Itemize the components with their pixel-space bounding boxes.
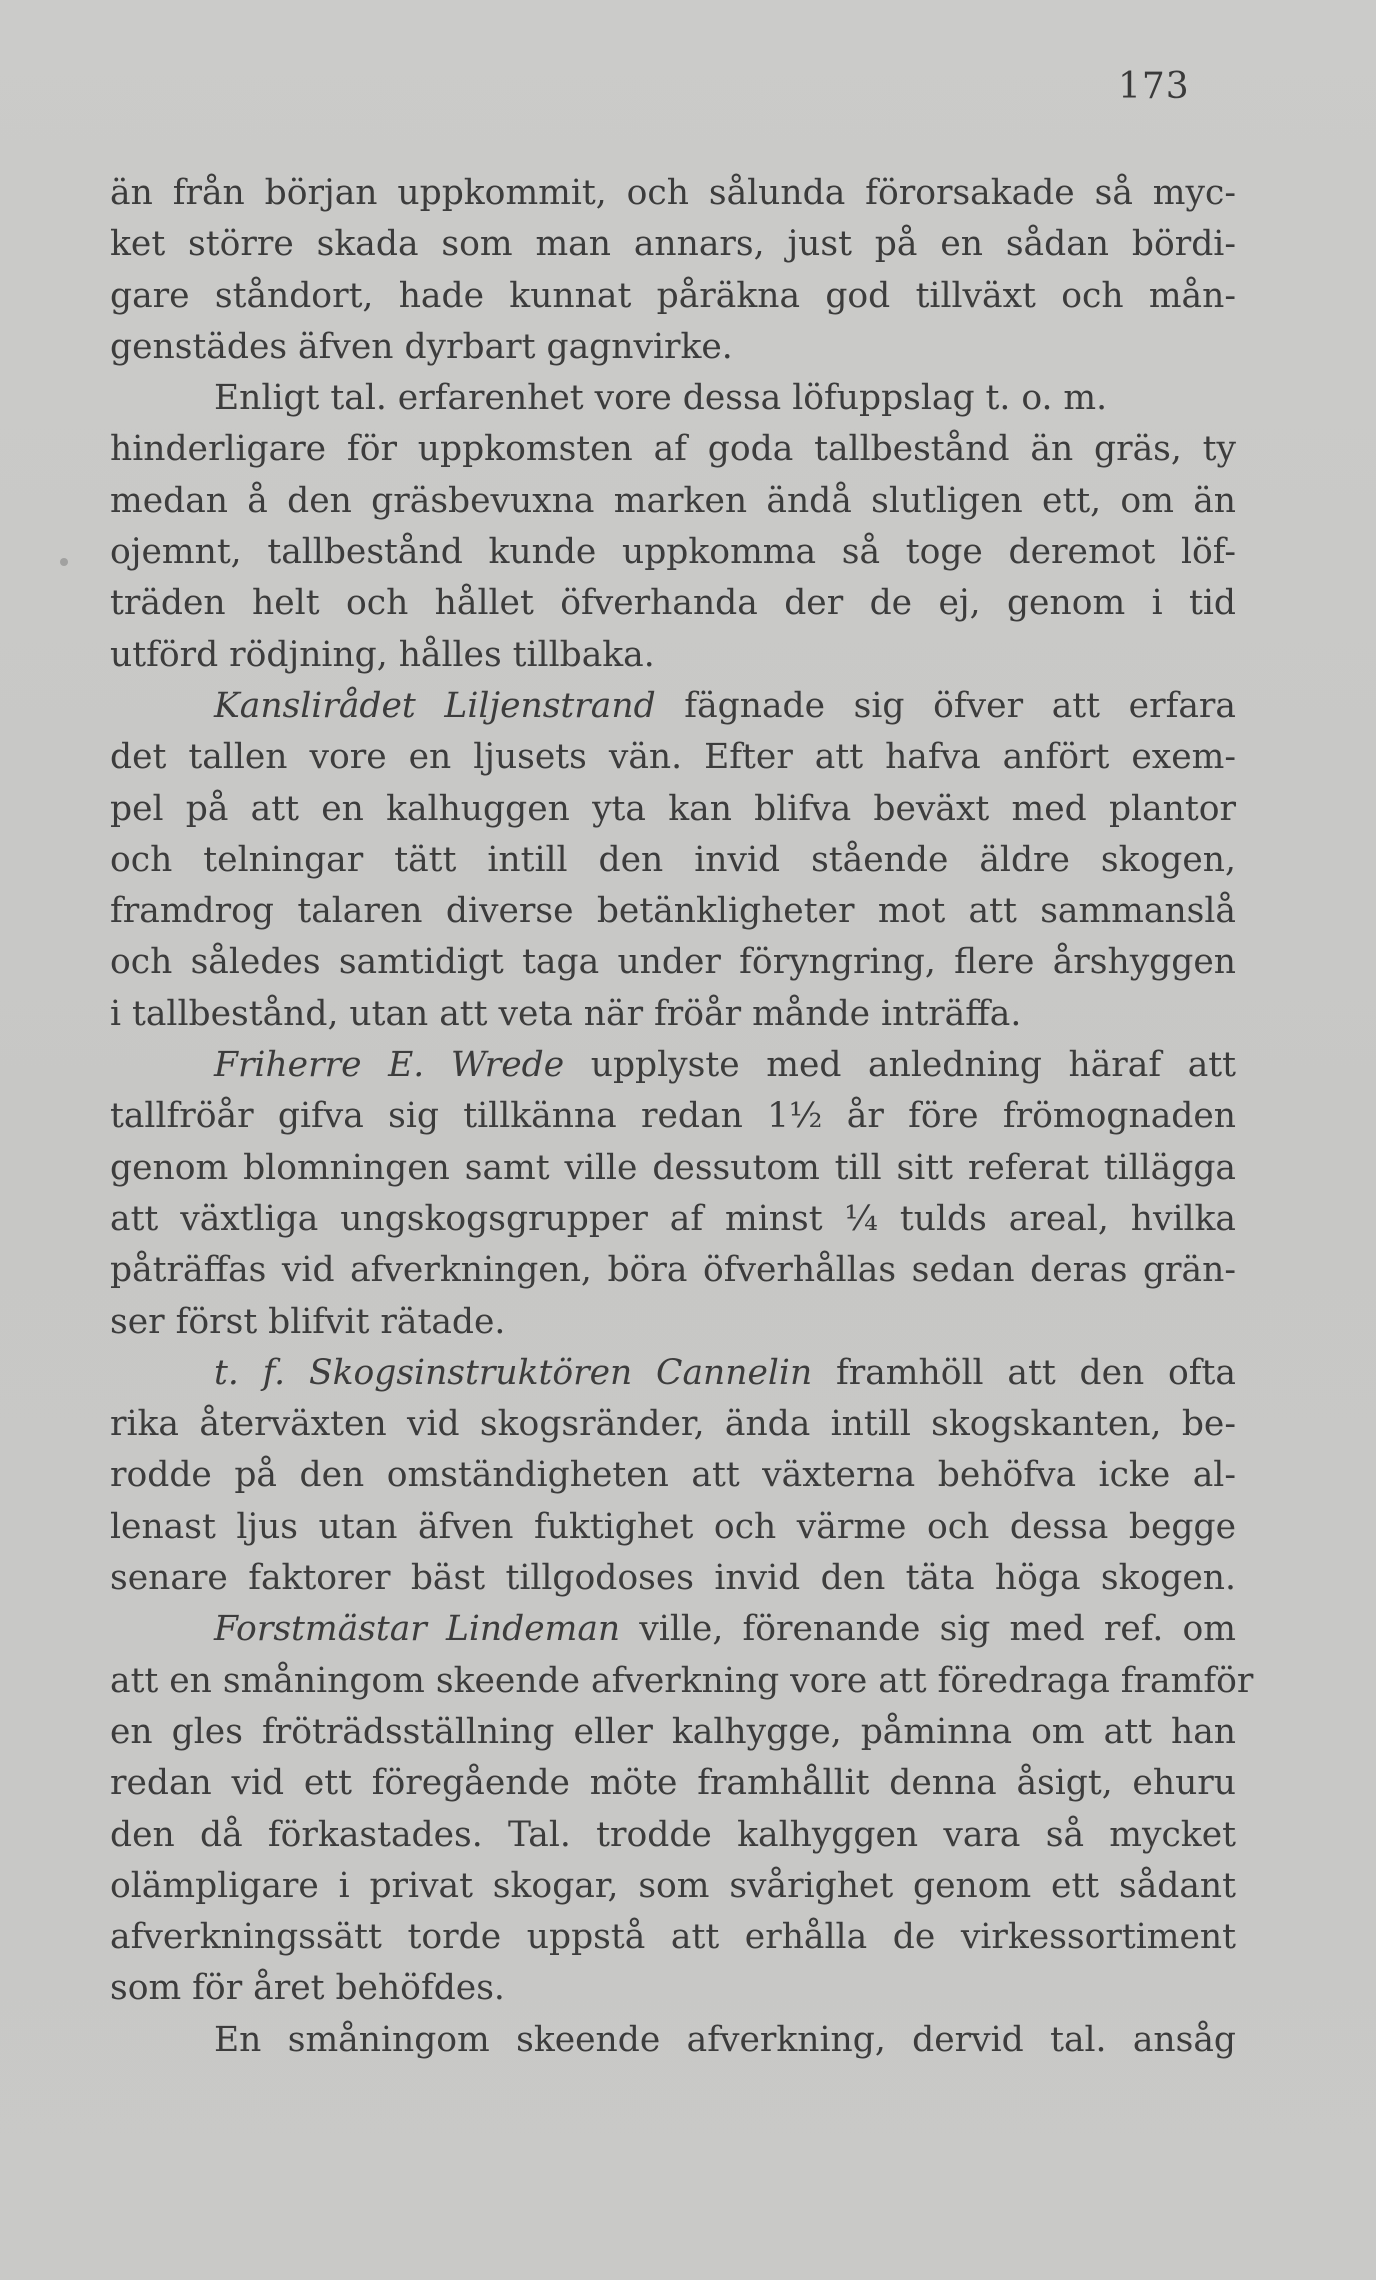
line-text: att en småningom skeende afverkning vore att föredraga framför [110, 1660, 1254, 1701]
text-line [110, 1194, 1236, 1245]
line-text: den då förkastades. Tal. trodde kalhyggen vara så mycket [110, 1814, 1236, 1855]
text-line [110, 2015, 1236, 2066]
text-line [110, 1656, 1254, 1707]
text-line [110, 168, 1236, 219]
text-line [110, 1912, 1236, 1963]
text-line [110, 630, 1236, 681]
line-text: senare faktorer bäst tillgodoses invid den täta höga skogen. [110, 1558, 1236, 1599]
text-line [110, 1810, 1236, 1861]
speaker-name: Kanslirådet Liljenstrand [214, 685, 656, 726]
text-line [110, 732, 1236, 783]
line-text: genstädes äfven dyrbart gagnvirke. [110, 326, 733, 367]
line-text: än från början uppkommit, och sålunda förorsakade så myc- [110, 173, 1236, 213]
line-text: framdrog talaren diverse betänkligheter mot att sammanslå [110, 891, 1236, 932]
text-line [110, 886, 1236, 937]
line-text: påträffas vid afverkningen, böra öfverhållas sedan deras grän- [110, 1250, 1236, 1291]
line-text: det tallen vore en ljusets vän. Efter att hafva anfört exem- [110, 737, 1236, 778]
speaker-name: Friherre E. Wrede [214, 1045, 565, 1086]
line-text: medan å den gräsbevuxna marken ändå slutligen ett, om än [110, 480, 1236, 521]
line-text: i tallbestånd, utan att veta när fröår månde inträffa. [110, 993, 1022, 1034]
line-text: redan vid ett föregående möte framhållit denna åsigt, ehuru [110, 1763, 1236, 1804]
line-text: som för året behöfdes. [110, 1968, 505, 2009]
text-line [110, 1143, 1236, 1194]
line-text: pel på att en kalhuggen yta kan blifva beväxt med plantor [110, 788, 1236, 829]
line-text: tallfröår gifva sig tillkänna redan 1½ år före frömognaden [110, 1096, 1236, 1137]
line-text: en gles fröträdsställning eller kalhygge, påminna om att han [110, 1711, 1236, 1752]
line-text: träden helt och hållet öfverhanda der de ej, genom i tid [110, 583, 1236, 624]
text-line [110, 1091, 1236, 1142]
text-line [110, 835, 1236, 886]
line-text: gare ståndort, hade kunnat påräkna god tillväxt och mån- [110, 275, 1236, 316]
text-line [110, 1502, 1236, 1553]
line-text: ser först blifvit rätade. [110, 1301, 506, 1342]
text-line [110, 219, 1236, 270]
line-text: olämpligare i privat skogar, som svårighet genom ett sådant [110, 1865, 1236, 1906]
line-text: En småningom skeende afverkning, dervid tal. ansåg [214, 2019, 1236, 2060]
line-text: ket större skada som man annars, just på en sådan bördi- [110, 224, 1236, 265]
text-line [110, 1963, 1236, 2014]
line-text: afverkningssätt torde uppstå att erhålla de virkessortiment [110, 1917, 1236, 1958]
body-text [110, 168, 1254, 2066]
text-line [110, 271, 1236, 322]
text-line [110, 424, 1236, 475]
text-line [110, 578, 1236, 629]
text-line [110, 1399, 1236, 1450]
text-line [110, 1297, 1236, 1348]
line-text: rika återväxten vid skogsränder, ända intill skogskanten, be- [110, 1404, 1236, 1445]
text-line [110, 1553, 1236, 1604]
line-text: rodde på den omständigheten att växterna behöfva icke al- [110, 1455, 1236, 1496]
line-text: ville, förenande sig med ref. om [620, 1609, 1236, 1650]
text-line [110, 681, 1236, 732]
line-text: genom blomningen samt ville dessutom till sitt referat tillägga [110, 1147, 1236, 1188]
ink-smudge [60, 558, 68, 566]
text-line [110, 1758, 1236, 1809]
line-text: upplyste med anledning häraf att [564, 1045, 1237, 1086]
line-text: framhöll att den ofta [812, 1352, 1236, 1393]
text-line [110, 1450, 1236, 1501]
line-text: och således samtidigt taga under föryngring, flere årshyggen [110, 942, 1236, 983]
line-text: fägnade sig öfver att erfara [655, 685, 1236, 726]
text-line [110, 476, 1236, 527]
line-text: utförd rödjning, hålles tillbaka. [110, 634, 655, 675]
text-line [110, 1040, 1236, 1091]
page-number: 173 [1118, 66, 1190, 107]
text-line [110, 1348, 1236, 1399]
text-line [110, 1861, 1236, 1912]
line-text: och telningar tätt intill den invid stående äldre skogen, [110, 839, 1236, 880]
text-line [110, 1245, 1236, 1296]
text-line [110, 937, 1236, 988]
line-text: lenast ljus utan äfven fuktighet och värme och dessa begge [110, 1506, 1236, 1547]
line-text: ojemnt, tallbestånd kunde uppkomma så toge deremot löf- [110, 532, 1236, 573]
line-text: Enligt tal. erfarenhet vore dessa löfuppslag t. o. m. [214, 378, 1108, 419]
line-text: att växtliga ungskogsgrupper af minst ¼ tulds areal, hvilka [110, 1198, 1236, 1239]
speaker-name: t. f. Skogsinstruktören Cannelin [214, 1352, 813, 1393]
text-line [110, 989, 1236, 1040]
line-text: hinderligare för uppkomsten af goda tallbestånd än gräs, ty [110, 429, 1236, 470]
text-line [110, 1604, 1236, 1655]
text-line [110, 527, 1236, 578]
text-line [110, 784, 1236, 835]
text-line [110, 322, 1236, 373]
text-line [110, 1707, 1236, 1758]
text-line [110, 373, 1236, 424]
speaker-name: Forstmästar Lindeman [214, 1609, 621, 1650]
